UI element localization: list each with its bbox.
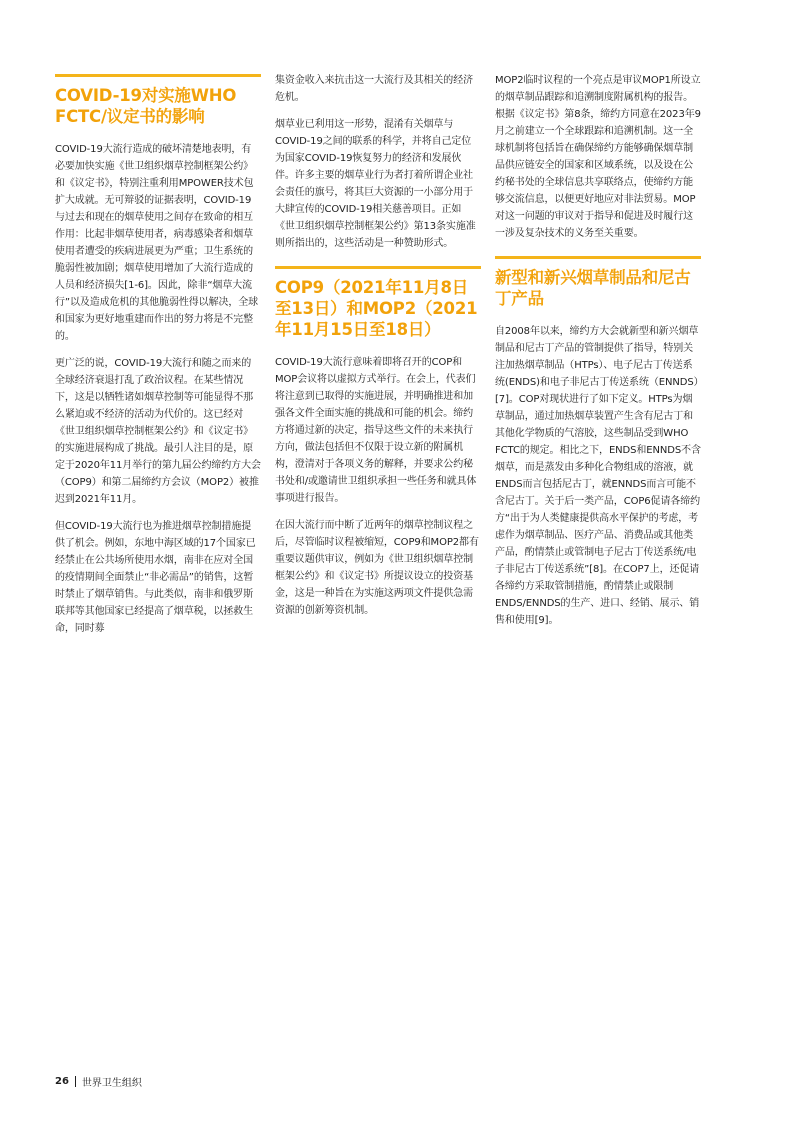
footer-divider: [75, 1076, 76, 1087]
paragraph: 但COVID-19大流行也为推进烟草控制措施提供了机会。例如，东地中海区域的17个国家已经禁止在公共场所使用水烟，南非在应对全国的疫情期间全面禁止“非必需品”的销售，这暂时禁止了烟草销售。与此类似，南非和俄罗斯联邦等其他国家已经提高了烟草税，以拯救生命，同时募: [55, 521, 256, 634]
column-3: [495, 66, 701, 639]
paragraph: MOP2临时议程的一个亮点是审议MOP1所设立的烟草制品跟踪和追溯制度附属机构的报告。根据《议定书》第8条，缔约方同意在2023年9月之前建立一个全球跟踪和追溯机制。这一全球机制将包括旨在确保缔约方能够确保烟草制品供应链安全的国家和区域系统，以及设在公约秘书处的全球信息共享联络点，使缔约方能够交流信息，以便更好地应对非法贸易。MOP对这一问题的审议对于指导和促进及时履行这一涉及复杂技术的义务至关重要。: [495, 75, 701, 239]
section-heading-covid: COVID-19对实施WHO FCTC/议定书的影响: [55, 86, 237, 126]
paragraph: COVID-19大流行造成的破坏清楚地表明，有必要加快实施《世卫组织烟草控制框架公约》和《议定书》，特别注重利用MPOWER技术包扩大成就。无可辩驳的证据表明，COVID-19与过去和现在的烟草使用之间存在致命的相互作用：比起非烟草使用者，病毒感染者和烟草使用者遭受的疾病进展更为严重；卫生系统的脆弱性被加剧；烟草使用增加了大流行造成的人员和经济损失[1-6]。因此，除非“烟草大流行”以及造成危机的其他脆弱性得以解决，全球和国家为更好地重建而作出的努力将是不完整的。: [55, 144, 259, 342]
column-1: [55, 66, 261, 647]
heading-rule: [55, 74, 261, 77]
section-heading-cop9: COP9（2021年11月8日至13日）和MOP2（2021年11月15日至18日）: [275, 278, 478, 339]
paragraph: COVID-19大流行意味着即将召开的COP和MOP会议将以虚拟方式举行。在会上，代表们将注意到已取得的实施进展，并明确推进和加强各文件全面实施的挑战和可能的机会。缔约方将通过新的决定，指导这些文件的未来执行方向，做法包括但不仅限于设立新的附属机构，澄清对于各项义务的解释，并要求公约秘书处和/或邀请世卫组织承担一些任务和就具体事项进行报告。: [275, 357, 477, 504]
section-heading-novel-products: 新型和新兴烟草制品和尼古丁产品: [495, 268, 691, 308]
paragraph: 更广泛的说，COVID-19大流行和随之而来的全球经济衰退打乱了政治议程。在某些情况下，这是以牺牲诸如烟草控制等可能显得不那么紧迫或不经济的活动为代价的。这已经对《世卫组织烟草控制框架公约》和《议定书》的实施进展构成了挑战。最引人注目的是，原定于2020年11月举行的第九届公约缔约方大会（COP9）和第二届缔约方会议（MOP2）被推迟到2021年11月。: [55, 358, 261, 505]
column-2: [275, 66, 481, 629]
paragraph: 自2008年以来，缔约方大会就新型和新兴烟草制品和尼古丁产品的管制提供了指导，特别关注加热烟草制品（HTPs）、电子尼古丁传送系统(ENDS)和电子非尼古丁传送系统（ENNDS）[7]。COP对现状进行了如下定义。HTPs为烟草制品，通过加热烟草装置产生含有尼古丁和其他化学物质的气溶胶，这些制品受到WHO FCTC的规定。相比之下，ENDS和ENNDS不含烟草，而是蒸发由多种化合物组成的溶液，就ENDS而言包括尼古丁，就ENNDS而言可能不含尼古丁。关于后一类产品，COP6促请各缔约方“出于为人类健康提供高水平保护的考虑，考虑作为烟草制品、医疗产品、消费品或其他类产品，酌情禁止或管制电子尼古丁传送系统/电子非尼古丁传送系统”[8]。在COP7上，还促请各缔约方采取管制措施，酌情禁止或限制ENDS/ENNDS的生产、进口、经销、展示、销售和使用[9]。: [495, 326, 701, 626]
footer-organization: 世界卫生组织: [81, 1078, 142, 1089]
paragraph: 集资金收入来抗击这一大流行及其相关的经济危机。: [275, 75, 473, 103]
heading-rule: [495, 256, 701, 259]
page-number: 26: [55, 1076, 69, 1087]
page-footer: [55, 1074, 142, 1089]
paragraph: 在因大流行而中断了近两年的烟草控制议程之后，尽管临时议程被缩短，COP9和MOP2都有重要议题供审议，例如为《世卫组织烟草控制框架公约》和《议定书》所提议设立的投资基金，这是一种旨在为实施这两项文件提供急需资源的创新筹资机制。: [275, 520, 479, 616]
paragraph: 烟草业已利用这一形势，混淆有关烟草与COVID-19之间的联系的科学，并将自己定位为国家COVID-19恢复努力的经济和发展伙伴。许多主要的烟草业行为者打着所谓企业社会责任的旗号，将其巨大资源的一小部分用于大肆宣传的COVID-19相关慈善项目。正如《世卫组织烟草控制框架公约》第13条实施准则所指出的，这些活动是一种赞助形式。: [275, 119, 476, 249]
heading-rule: [275, 266, 481, 269]
